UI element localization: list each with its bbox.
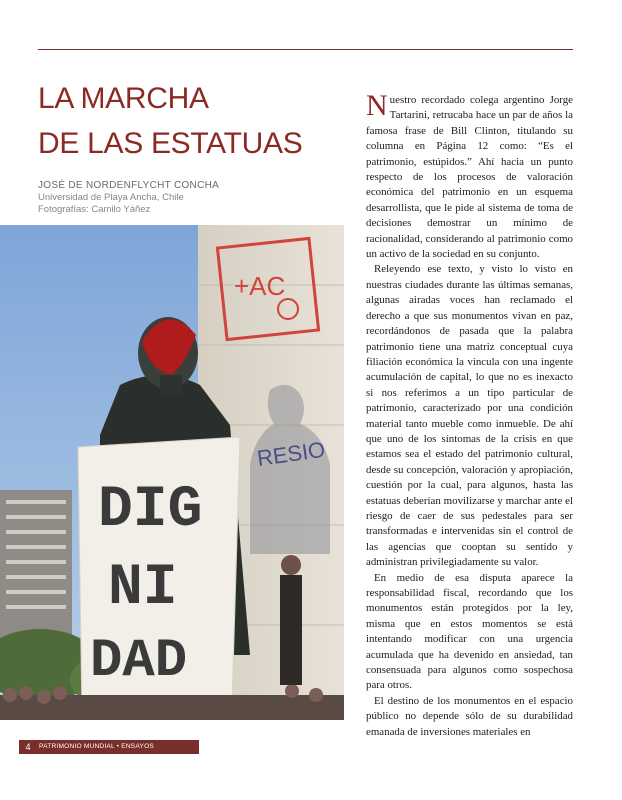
wall-graffiti-word: RESIO: [255, 436, 327, 472]
page-number: 4: [25, 742, 31, 752]
paragraph-1-text: uestro recordado colega argentino Jorge Tartarini, retrucaba hace un par de años la famosa frase de Bill Clinton, titulando su columna en Página 12 como: “Es el patrimonio, estúpidos.” Ahí hacia un punto respecto de los procesos de valoración económica del patrimonio en un esquema desarrollista, que le pide al sistema de toma de decisiones demostrar un mínimo de racionalidad, considerando al patrimonio como un activo de la sociedad en su conjunto.: [366, 94, 573, 261]
banner-line-2: NI: [108, 556, 178, 621]
wall-graffiti-text: +AC: [234, 271, 286, 301]
article-photo: [0, 225, 344, 720]
paragraph-1: [366, 89, 573, 262]
paragraph-4: El destino de los monumentos en el espacio público no depende sólo de su durabilidad emanada de inversiones materiales en: [366, 694, 573, 738]
section-label: PATRIMONIO MUNDIAL • ENSAYOS: [39, 743, 155, 750]
author-name: JOSÉ DE NORDENFLYCHT CONCHA: [38, 180, 220, 191]
drop-cap: N: [366, 89, 388, 122]
paragraph-2: Releyendo ese texto, y visto lo visto en nuestras ciudades durante las últimas semanas, algunas airadas voces han reclamado el derecho a que sus monumentos vivan en paz, recordándonos de pasada que la palabra patrimonio tiene una matriz conceptual cuya filiación económica la vincula con una ingente acumulación de capital, lo que no es inexacto si nos referimos a un tipo particular de patrimonio, caracterizado por una condición material tanto mueble como inmueble. De ahí que uno de los síntomas de la crisis en que estamos sea el estado del patrimonio cultural, desde su concepción, valoración y apropiación, cuestión por la cual, para algunos, hasta las estatuas deberían movilizarse y marchar ante el riesgo de caer de sus pedestales para ser transformadas e intervenidas sin el control de las agencias que cooptan su sentido y administran privilegiadamente su valor.: [366, 263, 573, 569]
author-affiliation: Universidad de Playa Ancha, Chile: [38, 192, 184, 203]
photo-credit: Fotografías: Camilo Yáñez: [38, 204, 151, 215]
byline: [38, 180, 219, 216]
article-body: [366, 89, 573, 740]
title-line-1: LA MARCHA: [38, 82, 209, 115]
banner-line-1: DIG: [98, 478, 203, 543]
article-title: [38, 76, 338, 166]
top-rule: [38, 49, 573, 50]
banner-line-3: DAD: [90, 631, 188, 692]
footer-bar: [19, 740, 199, 754]
title-line-2: DE LAS ESTATUAS: [38, 127, 303, 160]
paragraph-3: En medio de esa disputa aparece la responsabilidad fiscal, recordando que los monumentos están protegidos por la ley, misma que en estos momentos se está intentando modificar con una urgencia acumulada que ha devenido en ansiedad, tan consensuada para algunos como sospechosa para otros.: [366, 571, 573, 692]
